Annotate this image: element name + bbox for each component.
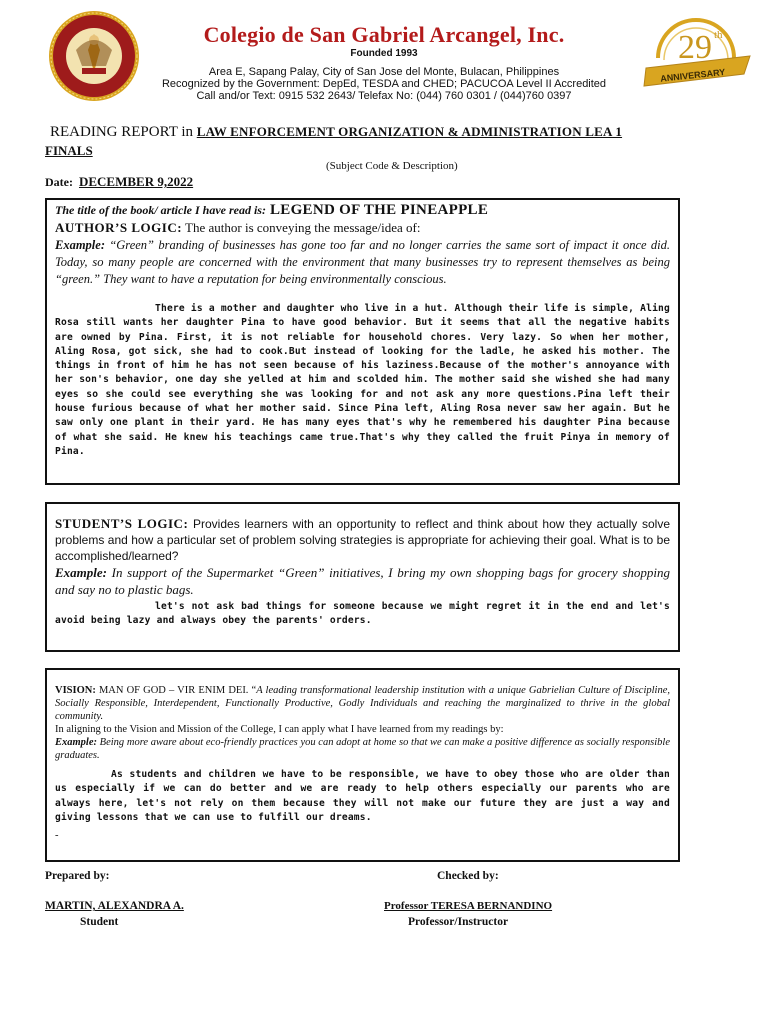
accreditation-line: Recognized by the Government: DepEd, TESDA and CHED; PACUCOA Level II Accredited [161, 78, 607, 90]
author-logic-line [55, 219, 670, 237]
author-example [55, 237, 670, 288]
student-answer-text: let's not ask bad things for someone because we might regret it in the end and let's avoid being lazy and always obey the parents' orders. [55, 601, 670, 627]
vision-box [45, 668, 680, 862]
author-logic-heading: AUTHOR’S LOGIC: [55, 220, 183, 235]
student-logic-box [45, 502, 680, 652]
subject-code-note: (Subject Code & Description) [326, 160, 458, 172]
vision-text: A leading transformational leadership institution with a unique Gabrielian Culture of Discipline, Socially Responsible, Interdependent, Functionally Productive, Godly Individuals and reaching the marginalized to thrive in the global community. [55, 685, 670, 722]
contact-line: Call and/or Text: 0915 532 2643/ Telefax No: (044) 760 0301 / (044)760 0397 [196, 90, 572, 102]
student-role: Student [80, 916, 119, 928]
aligning-line: In aligning to the Vision and Mission of the College, I can apply what I have learned from my readings by: [55, 724, 504, 735]
student-logic-text: Provides learners with an opportunity to reflect and think about how they actually solve problems and how a particular set of problem solving strategies is appropriate for achieving their goal. What is to be accomplished/learned? [55, 517, 670, 563]
trailing-dash: - [55, 830, 59, 842]
author-example-text: “Green” branding of businesses has gone too far and no longer carries the same sort of impact it once did. Today, so many people are concerned with the environment that many businesses try to represent themselves as being “green.” They want to have a reputation for being environmentally conscious. [55, 238, 670, 286]
vision-statement [55, 684, 670, 723]
school-name: Colegio de San Gabriel Arcangel, Inc. [203, 22, 565, 47]
report-finals: FINALS [45, 143, 93, 158]
vision-answer-text: As students and children we have to be responsible, we have to obey those who are older than us especially if we can do better and we are ready to help others especially our parents who are always here, let's not rely on them because they will not make our future they are just a way and giving lessons that we can use to fulfill our dreams. [55, 769, 670, 823]
student-logic-paragraph [55, 516, 670, 564]
report-subject: LAW ENFORCEMENT ORGANIZATION & ADMINISTRATION LEA 1 [196, 124, 623, 139]
student-example [55, 564, 670, 598]
story-summary [55, 302, 670, 459]
story-summary-text: There is a mother and daughter who live in a hut. Although their life is simple, Aling Rosa still wants her daughter Pina to have good behavior. But it seems that all the negative habits are owned by Pina. First, it is not reliable for household chores. Very lazy. So when her mother, Aling Rosa, got sick, she had to cook.But instead of looking for the ladle, he asked his mother. The things in front of him he has not seen because of his laziness.Because of the mother's annoyance with her son's behavior, one day she yelled at him and scolded him. The mother said she wished she had many eyes so she could see everything she was looking for and not ask any more questions.Pina left their house furious because of what her mother said. Since Pina left, Aling Rosa never saw her again. But he saw only one plant in their yard. He has many eyes that's why he remembered his daughter Pina because of what she said. He knew his teachings came true.That's why they called the fruit Pinya in memory of Pina. [55, 303, 670, 457]
example-label: Example: [55, 238, 105, 252]
school-address: Area E, Sapang Palay, City of San Jose del Monte, Bulacan, Philippines [208, 66, 560, 78]
founded-year: Founded 1993 [350, 48, 418, 59]
vision-answer [55, 768, 670, 825]
author-logic-text: The author is conveying the message/idea of: [182, 220, 421, 235]
author-logic-box [45, 198, 680, 485]
date-value: DECEMBER 9,2022 [78, 174, 194, 189]
vision-example-text: Being more aware about eco-friendly practices you can adopt at home so that we can make a positive difference as socially responsible graduates. [55, 737, 670, 761]
anniversary-badge [640, 14, 756, 98]
example-label: Example: [55, 565, 107, 580]
professor-role: Professor/Instructor [408, 916, 509, 928]
book-title: LEGEND OF THE PINEAPPLE [269, 202, 489, 218]
vision-heading: VISION: [55, 685, 96, 696]
vision-example [55, 736, 670, 762]
example-label: Example: [55, 737, 97, 748]
student-logic-heading: STUDENT’S LOGIC: [55, 516, 189, 531]
report-title [50, 124, 622, 141]
checked-by-label: Checked by: [437, 870, 499, 882]
report-title-main: READING REPORT in [50, 124, 197, 140]
book-title-line [55, 202, 670, 219]
date-line [45, 174, 193, 190]
student-name: MARTIN, ALEXANDRA A. [45, 900, 184, 912]
date-label: Date: [45, 175, 73, 189]
student-answer [55, 600, 670, 629]
vision-motto: MAN OF GOD – VIR ENIM DEI. “ [95, 685, 257, 696]
badge-ribbon-text: ANNIVERSARY [659, 66, 726, 84]
badge-number: 29 [678, 29, 712, 66]
book-title-label: The title of the book/ article I have read is: [55, 203, 266, 217]
prepared-by-label: Prepared by: [45, 870, 110, 882]
professor-name: Professor TERESA BERNANDINO [384, 900, 553, 912]
student-example-text: In support of the Supermarket “Green” initiatives, I bring my own shopping bags for grocery shopping and say no to plastic bags. [55, 565, 670, 597]
badge-suffix: th [714, 29, 723, 41]
